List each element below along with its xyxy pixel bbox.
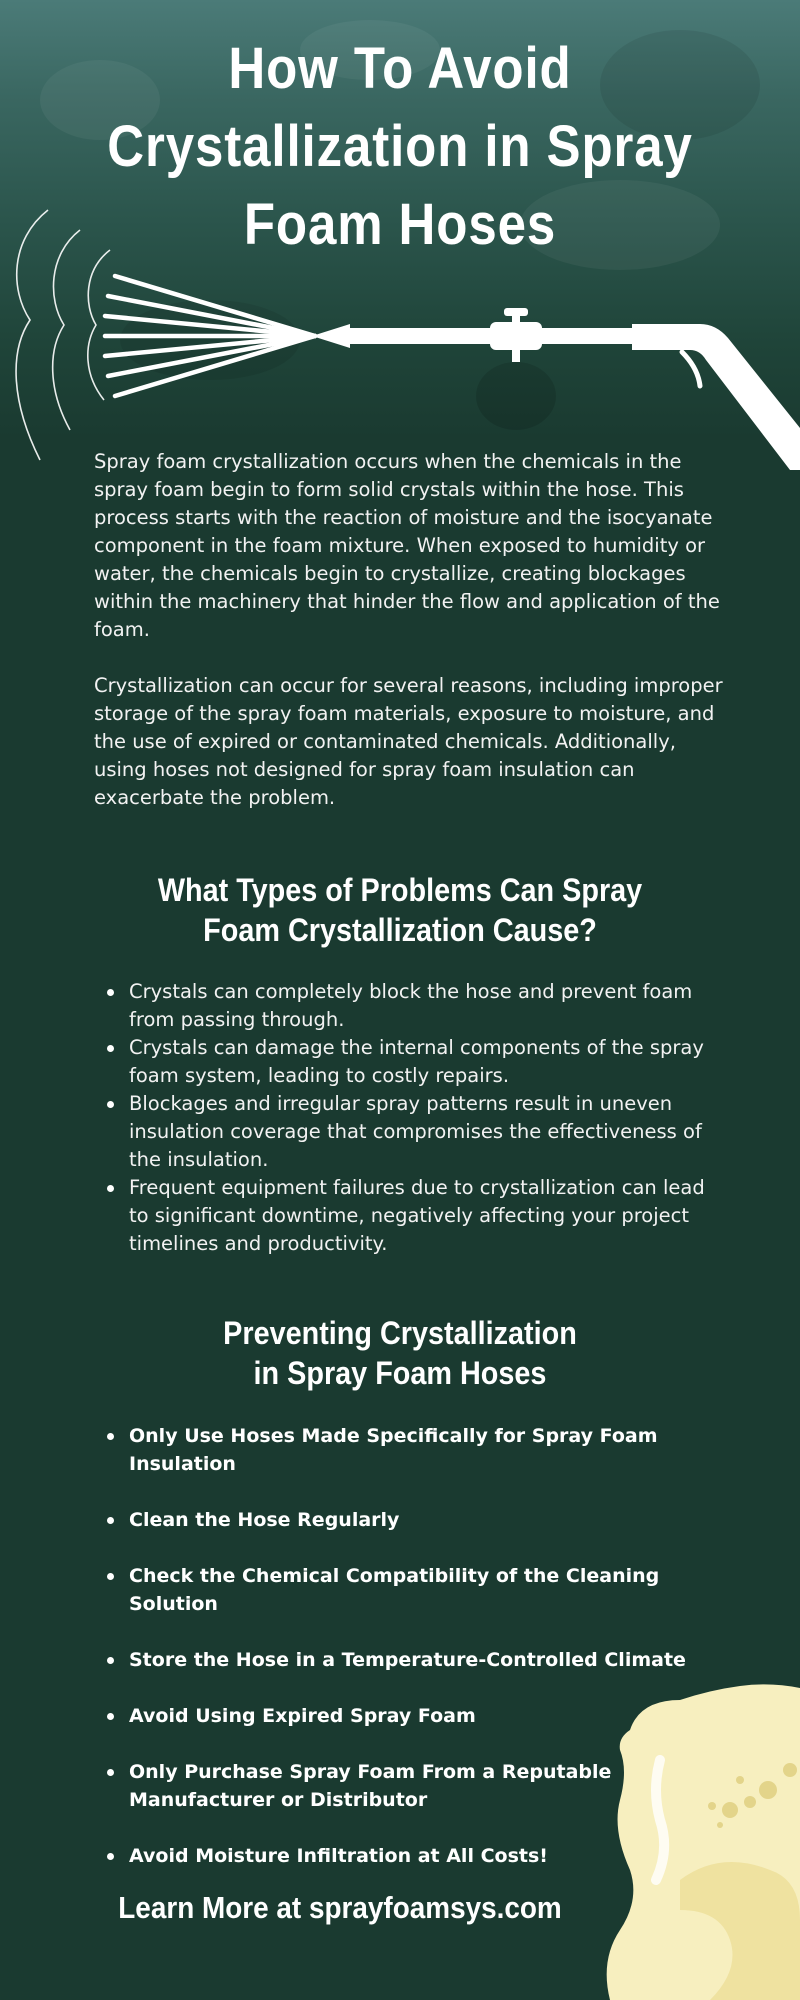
- intro-paragraph: Spray foam crystallization occurs when the chemicals in the spray foam begin to form solid crystals within the hose. This process starts with the reaction of moisture and the isocyanate component in the foam mixture. When exposed to humidity or water, the chemicals begin to crystallize, creating blockages within the machinery that hinder the flow and application of the foam.: [94, 450, 720, 641]
- list-item: Avoid Using Expired Spray Foam: [104, 1702, 724, 1730]
- heading-line: Preventing Crystallization: [223, 1315, 577, 1351]
- list-item: Crystals can completely block the hose and prevent foam from passing through.: [104, 978, 724, 1034]
- heading-line: What Types of Problems Can Spray: [157, 872, 643, 908]
- intro-section: [94, 448, 724, 840]
- list-item: Store the Hose in a Temperature-Controlled Climate: [104, 1646, 724, 1674]
- problems-heading: [94, 870, 706, 950]
- spray-gun-trigger: [682, 352, 700, 386]
- title-line: How To Avoid: [228, 36, 572, 101]
- problems-list: [104, 978, 724, 1258]
- list-item: Only Purchase Spray Foam From a Reputable Manufacturer or Distributor: [104, 1758, 724, 1814]
- title-line: Crystallization in Spray: [107, 114, 693, 179]
- list-item: Check the Chemical Compatibility of the Cleaning Solution: [104, 1562, 724, 1618]
- learn-more-link[interactable]: Learn More at sprayfoamsys.com: [118, 1890, 562, 1925]
- spray-gun-body: [312, 308, 800, 470]
- list-item: Crystals can damage the internal components of the spray foam system, leading to costly repairs.: [104, 1034, 724, 1090]
- intro-paragraph: Crystallization can occur for several reasons, including improper storage of the spray foam materials, exposure to moisture, and the use of expired or contaminated chemicals. Additionally, using hoses not designed for spray foam insulation can exacerbate the problem.: [94, 674, 723, 809]
- list-item: Blockages and irregular spray patterns result in uneven insulation coverage that compromises the effectiveness of the insulation.: [104, 1090, 724, 1174]
- foam-blob-icon: [600, 1680, 800, 2000]
- list-item: Only Use Hoses Made Specifically for Spray Foam Insulation: [104, 1422, 724, 1478]
- title-line: Foam Hoses: [243, 192, 557, 257]
- heading-line: Foam Crystallization Cause?: [203, 912, 597, 948]
- prevention-heading: [94, 1313, 706, 1393]
- shadow-shape: [476, 362, 556, 430]
- list-item: Clean the Hose Regularly: [104, 1506, 724, 1534]
- list-item: Frequent equipment failures due to crystallization can lead to significant downtime, negatively affecting your project timelines and productivity.: [104, 1174, 724, 1258]
- spray-gun-icon: [0, 200, 800, 470]
- spray-rays: [105, 276, 315, 396]
- spray-mist-icon: [16, 210, 110, 460]
- heading-line: in Spray Foam Hoses: [253, 1355, 547, 1391]
- list-item: Avoid Moisture Infiltration at All Costs!: [104, 1842, 724, 1870]
